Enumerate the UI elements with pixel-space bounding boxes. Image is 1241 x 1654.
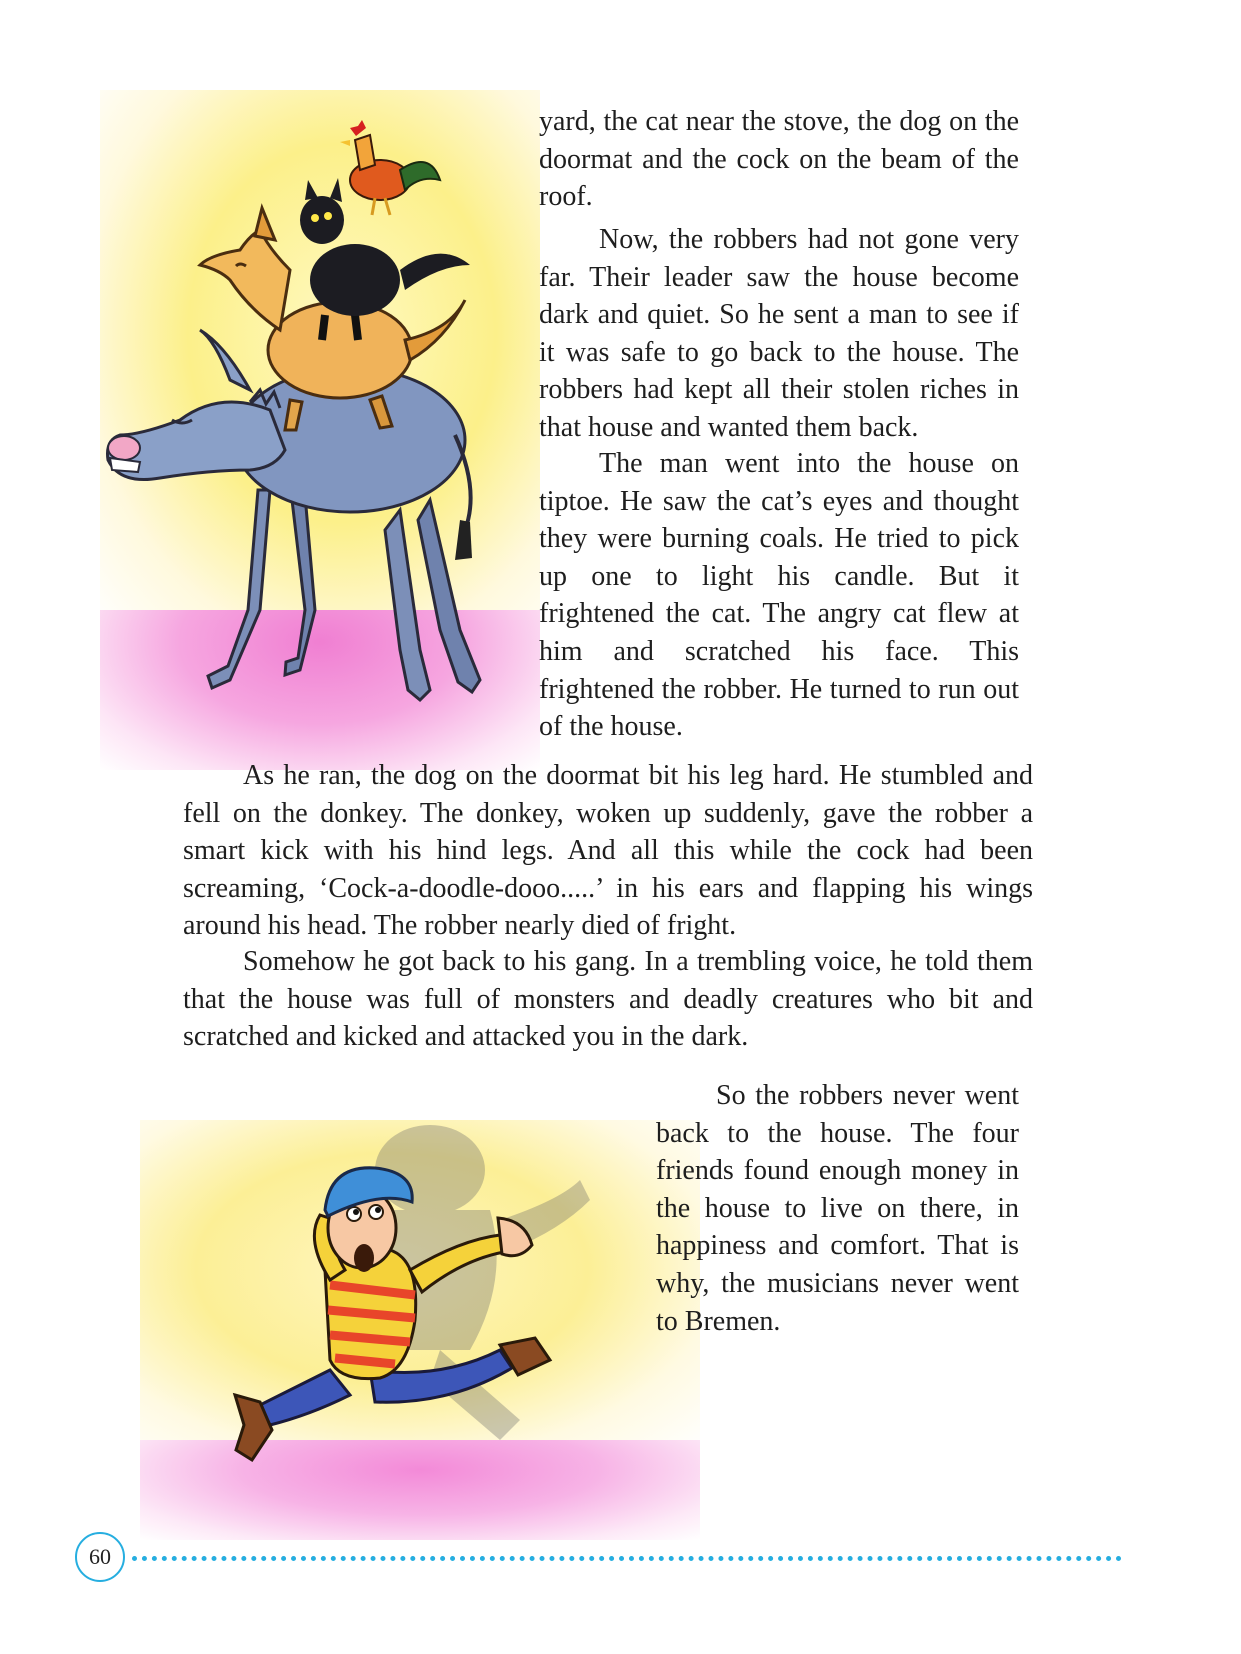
paragraph-2: Now, the robbers had not gone very far. Their leader saw the house become dark and quiet. So he sent a man to see if it was safe to go back to the house. The robbers had kept all their stolen riches in that house and wanted them back. [539,224,1019,443]
running-robber-drawing [140,1120,700,1540]
footer-dotted-rule [132,1556,1122,1561]
animal-stack-drawing [100,90,540,770]
paragraph-4: As he ran, the dog on the doormat bit his leg hard. He stumbled and fell on the donkey. The donkey, woken up suddenly, gave the robber a smart kick with his hind legs. And all this while the cock had been screaming, ‘Cock-a-doodle-dooo.....’ in his ears and flapping his wings around his head. The robber nearly died of fright. [183,760,1033,942]
paragraph-6: So the robbers never went back to the house. The four friends found enough money in the house to live on there, in happiness and comfort. That is why, the musicians never went to Bremen. [656,1080,1019,1337]
cock-figure [340,120,440,215]
paragraph-1: yard, the cat near the stove, the dog on the doormat and the cock on the beam of the roof. [539,106,1019,213]
paragraph-5: Somehow he got back to his gang. In a trembling voice, he told them that the house was full of monsters and deadly creatures who bit and scratched and kicked and attacked you in the dark. [183,946,1033,1053]
illustration-animal-stack [100,90,540,770]
paragraph-3: The man went into the house on tiptoe. He saw the cat’s eyes and thought they were burning coals. He tried to pick up one to light his candle. But it frightened the cat. The angry cat flew at him and scratched his face. This frightened the robber. He turned to run out of the house. [539,448,1019,743]
illustration-running-robber [140,1120,700,1540]
page-number: 60 [75,1532,125,1582]
